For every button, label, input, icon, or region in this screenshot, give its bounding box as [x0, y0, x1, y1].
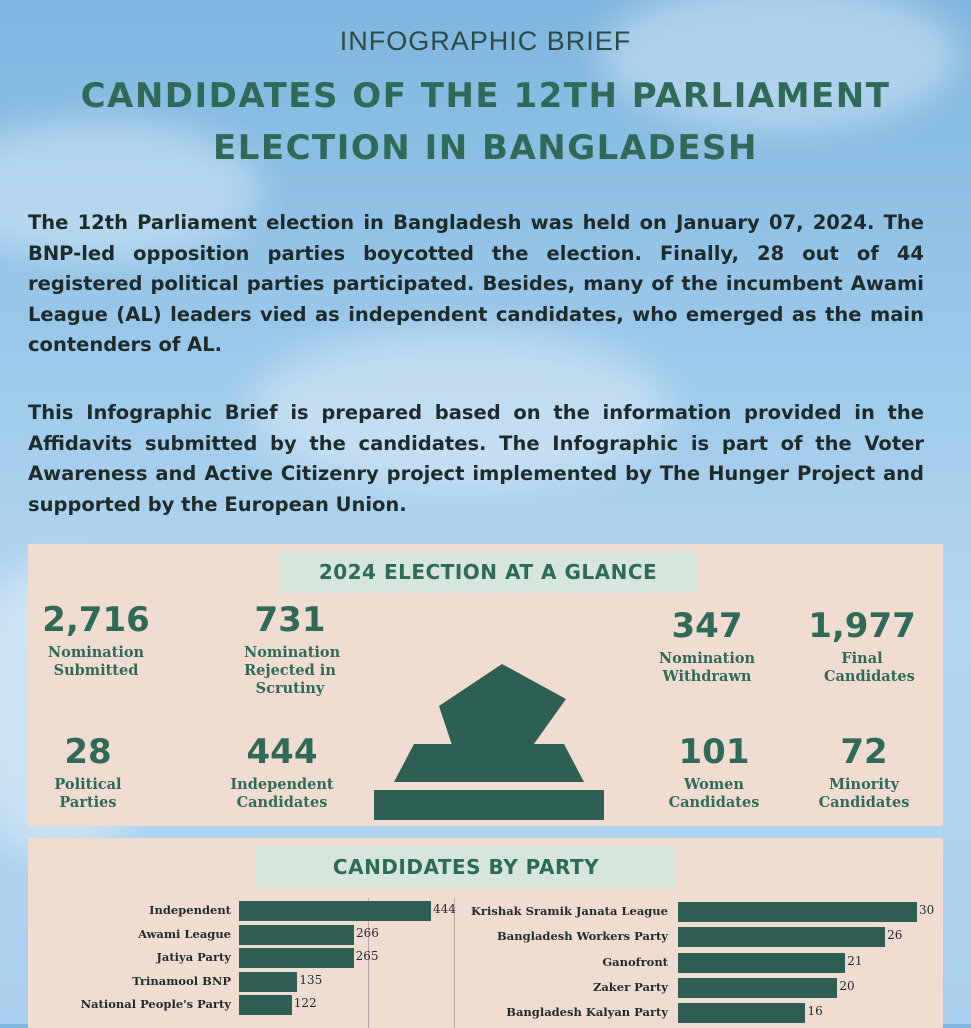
- stat-label: Political Parties: [54, 776, 122, 811]
- bar-label: National People's Party: [80, 997, 231, 1011]
- stat-value: 444: [246, 732, 318, 772]
- bar-value: 26: [887, 928, 903, 943]
- party-heading: CANDIDATES BY PARTY: [256, 846, 676, 888]
- stat-final-candidates: [800, 606, 924, 686]
- title-line-2: ELECTION IN BANGLADESH: [212, 128, 758, 168]
- stat-label: Nomination Rejected in Scrutiny: [244, 644, 341, 697]
- stat-label: Nomination Submitted: [47, 644, 145, 679]
- bar-value: 122: [293, 996, 317, 1010]
- bar-label: Awami League: [138, 926, 231, 941]
- party-panel: [28, 838, 943, 1028]
- ballot-box-icon: [366, 654, 606, 824]
- bar-value: 444: [433, 902, 456, 916]
- bar-value: 266: [356, 925, 379, 940]
- bar-value: 16: [807, 1004, 823, 1019]
- bar-value: 265: [355, 949, 379, 963]
- bar: [678, 927, 885, 947]
- kicker: INFOGRAPHIC BRIEF: [339, 26, 632, 56]
- bar-value: 21: [847, 953, 863, 968]
- bar-label: Bangladesh Kalyan Party: [506, 1005, 668, 1020]
- stat-women-candidates: [658, 732, 770, 812]
- bar-value: 135: [299, 972, 323, 987]
- stat-nomination-withdrawn: [640, 606, 774, 686]
- intro-paragraph-2: This Infographic Brief is prepared based on the information provided in the Affidavits submitted by the candidates. The Infographic is part of the Voter Awareness and Active Citizenry project implemented by The Hunger Project and supported by the European Union.: [28, 401, 924, 516]
- stat-label: Nomination Withdrawn: [658, 650, 756, 685]
- bar-label: Ganofront: [602, 954, 668, 969]
- stat-minority-candidates: [810, 732, 918, 812]
- page-title: [40, 70, 931, 174]
- intro-paragraph-1: The 12th Parliament election in Bangladesh was held on January 07, 2024. The BNP-led opposition parties boycotted the election. Finally, 28 out of 44 registered political parties participated. Besides, many of the incumbent Awami League (AL) leaders vied as independent candidates, who emerged as the main contenders of AL.: [28, 211, 924, 356]
- stat-value: 731: [254, 600, 326, 640]
- stat-nomination-rejected: [224, 600, 356, 698]
- stat-value: 347: [671, 606, 743, 646]
- title-line-1: CANDIDATES OF THE 12TH PARLIAMENT: [80, 76, 891, 116]
- bar-value: 20: [839, 978, 855, 993]
- bar-label: Independent: [149, 903, 231, 917]
- stat-nomination-submitted: [28, 600, 164, 680]
- stat-value: 72: [840, 732, 888, 772]
- bar-label: Krishak Sramik Janata League: [470, 904, 668, 918]
- stat-label: Independent Candidates: [230, 776, 334, 811]
- bar-label: Jatiya Party: [156, 950, 231, 964]
- bar-label: Trinamool BNP: [132, 973, 231, 988]
- stat-value: 2,716: [42, 600, 150, 640]
- stat-label: Women Candidates: [668, 776, 760, 811]
- bar-value: 30: [919, 903, 935, 917]
- stat-political-parties: [38, 732, 138, 812]
- party-chart: [28, 838, 943, 1028]
- bar: [678, 953, 845, 973]
- stat-label: Final Candidates: [824, 650, 915, 685]
- stat-value: 28: [64, 732, 112, 772]
- stat-label: Minority Candidates: [818, 776, 910, 811]
- bar: [678, 978, 837, 998]
- bar-label: Bangladesh Workers Party: [497, 929, 668, 944]
- glance-panel: [28, 544, 943, 826]
- stat-value: 1,977: [808, 606, 916, 646]
- glance-heading: 2024 ELECTION AT A GLANCE: [279, 551, 697, 593]
- bar: [678, 1003, 805, 1023]
- bar: [678, 902, 917, 922]
- stat-value: 101: [678, 732, 750, 772]
- stat-independent-candidates: [224, 732, 340, 812]
- bar-label: Zaker Party: [592, 979, 668, 994]
